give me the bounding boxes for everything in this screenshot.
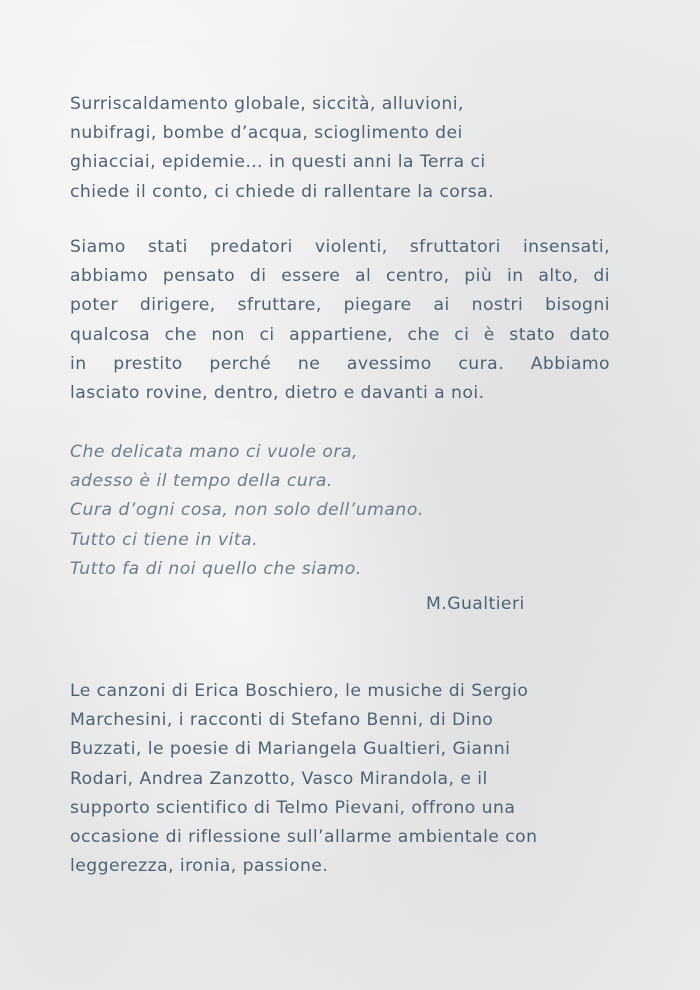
poem-line: adesso è il tempo della cura. (70, 471, 333, 492)
text-line: nubifragi, bombe d’acqua, scioglimento dei (70, 123, 463, 144)
poem-line: Tutto fa di noi quello che siamo. (70, 558, 362, 579)
text-line: chiede il conto, ci chiede di rallentare la corsa. (70, 181, 495, 202)
poem-quote (70, 438, 590, 584)
text-line: Surriscaldamento globale, siccità, alluvioni, (70, 94, 464, 114)
text-line: lasciato rovine, dentro, dietro e davanti a noi. (70, 383, 485, 404)
poem-line: Tutto ci tiene in vita. (70, 529, 259, 550)
text-line: Le canzoni di Erica Boschiero, le musiche di Sergio (70, 681, 529, 701)
text-line: abbiamo pensato di essere al centro, più in alto, di (70, 266, 610, 287)
credits-paragraph (70, 677, 630, 881)
poem-line: Che delicata mano ci vuole ora, (70, 442, 358, 462)
text-line: occasione di riflessione sull’allarme ambientale con (70, 827, 538, 848)
intro-paragraph (70, 90, 590, 207)
text-line: qualcosa che non ci appartiene, che ci è stato dato (70, 324, 610, 345)
text-line: in prestito perché ne avessimo cura. Abbiamo (70, 353, 610, 374)
text-line: Marchesini, i racconti di Stefano Benni, di Dino (70, 710, 494, 731)
poem-author: M.Gualtieri (426, 594, 525, 614)
text-line: supporto scientifico di Telmo Pievani, offrono una (70, 797, 516, 818)
poem-line: Cura d’ogni cosa, non solo dell’umano. (70, 500, 424, 521)
predators-paragraph (70, 233, 610, 408)
text-line: poter dirigere, sfruttare, piegare ai nostri bisogni (70, 295, 610, 316)
text-line: ghiacciai, epidemie… in questi anni la Terra ci (70, 152, 486, 173)
text-line: Siamo stati predatori violenti, sfruttatori insensati, (70, 237, 610, 257)
text-line: Buzzati, le poesie di Mariangela Gualtieri, Gianni (70, 739, 511, 760)
text-line: leggerezza, ironia, passione. (70, 856, 329, 877)
text-line: Rodari, Andrea Zanzotto, Vasco Mirandola, e il (70, 768, 488, 789)
